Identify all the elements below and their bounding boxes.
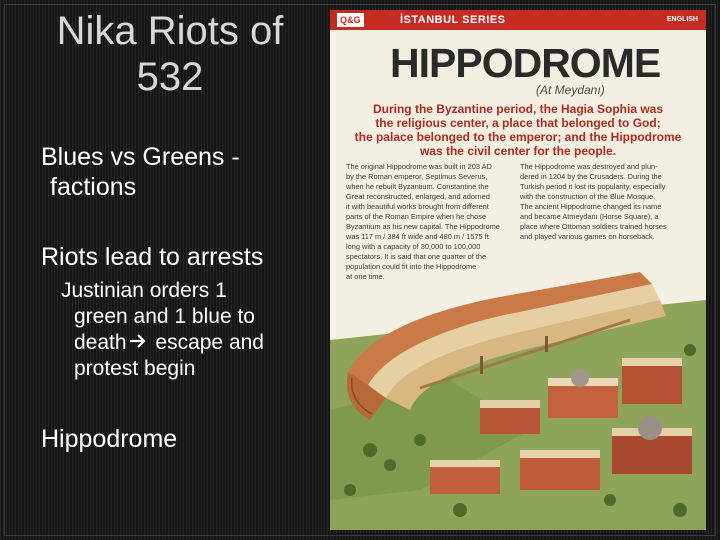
poster-text-line: by the Roman emperor, Septimus Severus,	[346, 172, 488, 181]
slide-title-line-1: Nika Riots of	[56, 9, 284, 53]
slide-title	[20, 8, 320, 100]
bullet-item	[38, 424, 177, 454]
poster-text-line: when he rebuilt Byzantium. Constantine the	[346, 182, 489, 191]
sub-bullet-text: Justinian orders 1	[61, 279, 227, 302]
poster-intro-line: During the Byzantine period, the Hagia Sophia was	[372, 102, 664, 116]
dome	[571, 369, 589, 387]
bullet-continuation: factions	[50, 173, 137, 201]
bullet-text: Blues vs Greens -	[41, 143, 240, 171]
poster-text-line: was 117 m / 384 ft wide and 480 m / 1575 ft	[346, 232, 489, 241]
poster-text-line: and played various games on horseback.	[520, 232, 655, 241]
building-roof	[520, 450, 600, 458]
poster-text-column-2	[520, 162, 678, 242]
poster-subtitle: (At Meydanı)	[536, 83, 605, 97]
poster-text-line: The original Hippodrome was built in 203 AD	[346, 162, 492, 171]
poster-text-line: population could fit into the Hippodrome	[346, 262, 477, 271]
poster-text-line: parts of the Roman Empire when he chose	[346, 212, 487, 221]
obelisk	[480, 356, 483, 374]
poster-text-line: it with beautiful works brought from different	[346, 202, 489, 211]
poster-text-line: long with a capacity of 30,000 to 100,000	[346, 242, 481, 251]
slide-title-line-2: 532	[136, 55, 204, 99]
sub-bullet-text: death	[74, 331, 127, 354]
poster-intro-line: the religious center, a place that belonged to God;	[375, 116, 661, 130]
poster-text-line: Byzantium as his new capital. The Hippodrome	[346, 222, 500, 231]
poster-text-line: The Hippodrome was destroyed and plun-	[520, 162, 658, 171]
poster-text-line: dered in 1204 by the Crusaders. During the	[520, 172, 662, 181]
hippodrome-illustration	[330, 260, 706, 530]
sub-bullet-line: green and 1 blue to	[74, 305, 255, 328]
poster-intro	[350, 102, 686, 158]
poster-text-line: spectators. It is said that one quarter of the	[346, 252, 487, 261]
poster-text-line: with the construction of the Blue Mosque.	[520, 192, 656, 201]
poster-logo: Q&G	[337, 13, 364, 27]
poster-language: ENGLISH	[666, 16, 698, 23]
poster-text-line: and became Atmeydanı (Horse Square), a	[520, 212, 659, 221]
obelisk	[545, 336, 548, 352]
poster-intro-line: was the civil center for the people.	[419, 144, 617, 158]
bullet-text: Riots lead to arrests	[41, 243, 264, 271]
poster-text-line: place where Ottoman soldiers trained horses	[520, 222, 667, 231]
poster-text-line: Turkish period it lost its popularity, especially	[520, 182, 666, 191]
poster-series: İSTANBUL SERIES	[400, 14, 506, 26]
right-arrow-icon	[128, 330, 148, 352]
building-roof	[480, 400, 540, 408]
poster-text-line: at one time.	[346, 272, 385, 281]
bullet-item	[38, 142, 240, 172]
dome	[638, 416, 662, 440]
building-roof	[622, 358, 682, 366]
sub-bullet-text: escape and	[149, 331, 264, 354]
bullet-text: Hippodrome	[41, 425, 178, 453]
poster-text-line: Great reconstructed, enlarged, and adorned	[346, 192, 490, 201]
poster-intro-line: the palace belonged to the emperor; and the Hippodrome	[354, 130, 682, 144]
sub-bullet-line: protest begin	[74, 357, 196, 380]
sub-bullet-item	[58, 278, 227, 304]
poster-title: HIPPODROME	[390, 40, 661, 86]
bullet-item	[38, 242, 263, 272]
poster-text-line: The ancient Hippodrome changed its name	[520, 202, 662, 211]
building-roof	[430, 460, 500, 467]
hippodrome-poster-image	[330, 10, 706, 530]
sub-bullet-line	[74, 330, 264, 356]
poster-top-bar	[330, 10, 706, 30]
